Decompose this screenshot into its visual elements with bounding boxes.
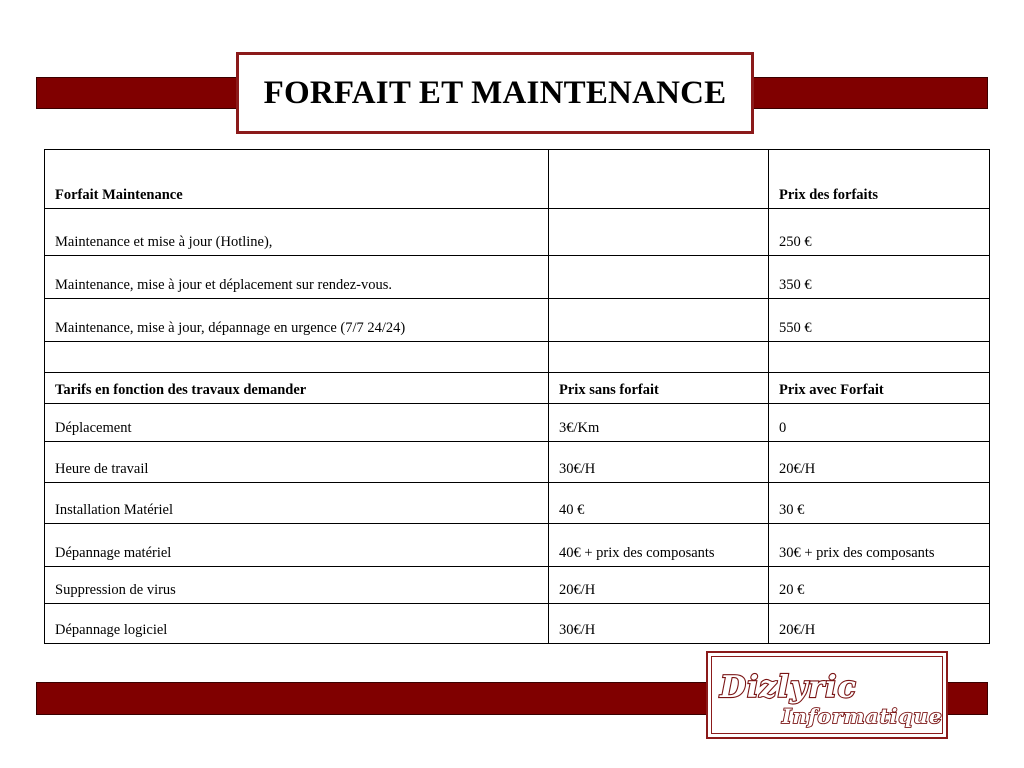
table-row xyxy=(45,256,990,299)
pricing-table-body xyxy=(45,150,990,644)
table-row xyxy=(45,342,990,373)
table-cell: 30€/H xyxy=(549,442,769,483)
table-row xyxy=(45,524,990,567)
table-cell: 250 € xyxy=(769,209,990,256)
table-cell: 40 € xyxy=(549,483,769,524)
table-cell xyxy=(45,342,549,373)
logo-line2: Informatique xyxy=(782,704,943,728)
table-cell: 30€/H xyxy=(549,604,769,644)
table-cell: Prix sans forfait xyxy=(549,373,769,404)
table-cell: Tarifs en fonction des travaux demander xyxy=(45,373,549,404)
table-row xyxy=(45,373,990,404)
table-cell xyxy=(549,209,769,256)
table-cell: 0 xyxy=(769,404,990,442)
table-cell: Maintenance, mise à jour, dépannage en urgence (7/7 24/24) xyxy=(45,299,549,342)
title-box xyxy=(236,52,754,134)
table-cell: 20€/H xyxy=(769,442,990,483)
table-cell: 20€/H xyxy=(769,604,990,644)
table-row xyxy=(45,150,990,209)
table-cell xyxy=(769,342,990,373)
table-cell: Maintenance et mise à jour (Hotline), xyxy=(45,209,549,256)
table-cell xyxy=(549,256,769,299)
page-title: FORFAIT ET MAINTENANCE xyxy=(263,74,727,111)
table-cell: 20 € xyxy=(769,567,990,604)
logo-frame xyxy=(711,656,943,734)
table-cell: Dépannage matériel xyxy=(45,524,549,567)
table-row xyxy=(45,567,990,604)
table-cell: 40€ + prix des composants xyxy=(549,524,769,567)
table-cell xyxy=(549,342,769,373)
table-row xyxy=(45,483,990,524)
table-row xyxy=(45,604,990,644)
table-row xyxy=(45,442,990,483)
table-cell: Prix avec Forfait xyxy=(769,373,990,404)
company-logo xyxy=(706,651,948,739)
table-cell: 30€ + prix des composants xyxy=(769,524,990,567)
table-cell xyxy=(549,150,769,209)
table-cell: Maintenance, mise à jour et déplacement sur rendez-vous. xyxy=(45,256,549,299)
table-cell: Déplacement xyxy=(45,404,549,442)
table-cell: 3€/Km xyxy=(549,404,769,442)
table-row xyxy=(45,299,990,342)
table-cell: 30 € xyxy=(769,483,990,524)
table-cell: 20€/H xyxy=(549,567,769,604)
table-cell: Prix des forfaits xyxy=(769,150,990,209)
logo-line1: Dizlyric xyxy=(720,670,857,705)
table-row xyxy=(45,209,990,256)
table-cell: Installation Matériel xyxy=(45,483,549,524)
logo-graphic xyxy=(712,657,944,735)
table-cell: 350 € xyxy=(769,256,990,299)
table-cell: Dépannage logiciel xyxy=(45,604,549,644)
table-row xyxy=(45,404,990,442)
table-cell xyxy=(549,299,769,342)
table-cell: Heure de travail xyxy=(45,442,549,483)
table-cell: Suppression de virus xyxy=(45,567,549,604)
table-cell: Forfait Maintenance xyxy=(45,150,549,209)
pricing-table xyxy=(44,149,990,644)
table-cell: 550 € xyxy=(769,299,990,342)
